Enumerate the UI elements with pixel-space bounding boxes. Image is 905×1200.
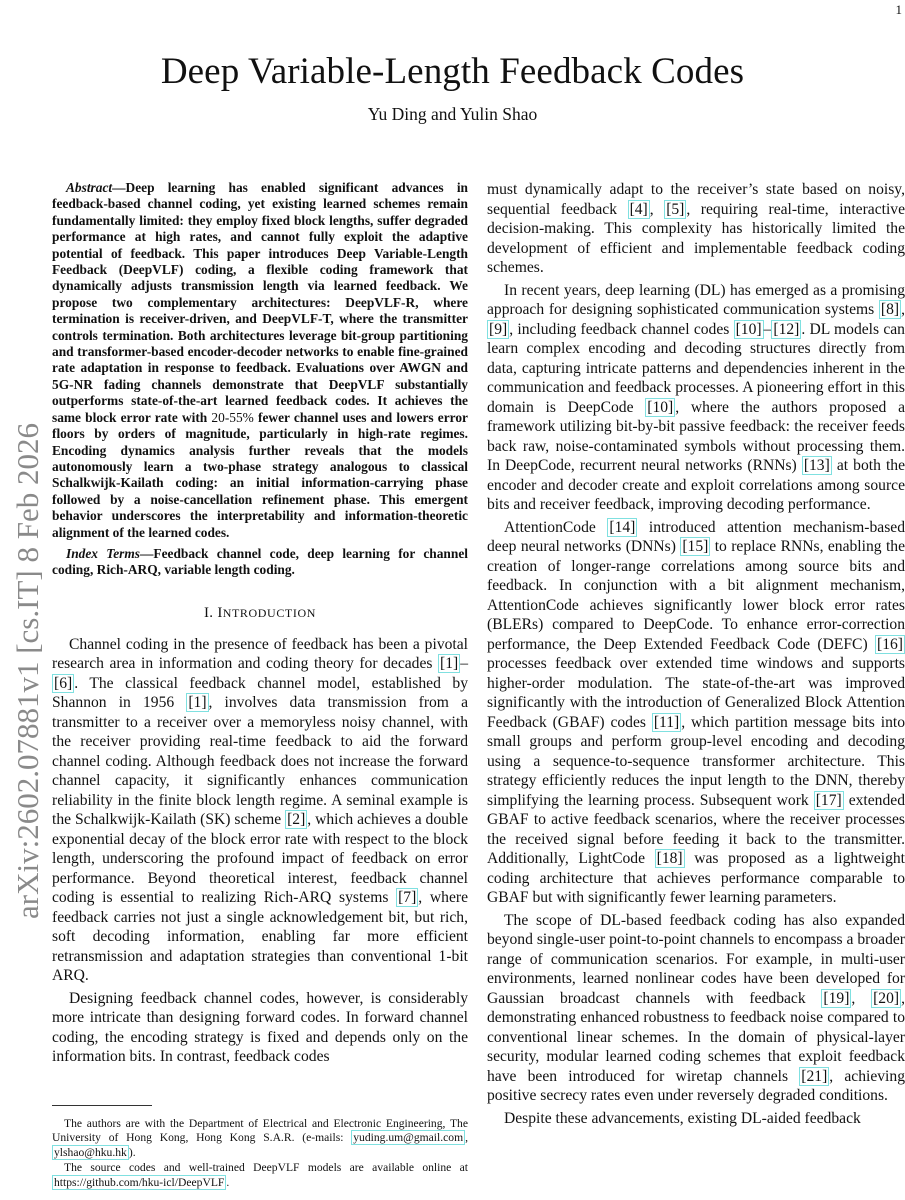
text: , achieving positive secrecy rates even under reversely degraded conditions.: [487, 1067, 905, 1104]
citation-link[interactable]: [15]: [682, 538, 709, 555]
text: , demonstrating enhanced robustness to feedback noise compared to conventional linear schemes. In the domain of physical-layer security, modular learned coding schemes that exploit feedback have been introduced for wiretap channels: [487, 989, 905, 1085]
citation-link[interactable]: [13]: [803, 457, 830, 474]
right-column: [487, 180, 905, 1131]
intro-paragraph-2-continued: [487, 180, 905, 278]
arxiv-stamp: arXiv:2602.07881v1 [cs.IT] 8 Feb 2026: [10, 423, 45, 919]
text: ,: [649, 200, 665, 218]
citation-link[interactable]: [8]: [880, 301, 900, 318]
abstract: [52, 180, 468, 541]
intro-paragraph-3: [487, 281, 905, 515]
citation-link[interactable]: [21]: [801, 1067, 828, 1085]
citation-link[interactable]: [1]: [440, 655, 459, 673]
text: , including feedback channel codes: [509, 320, 734, 338]
text: , involves data transmission from a transmitter to a receiver over a memoryless noisy channel, with the receiver providing real-time feedback to aid the forward channel coding. Although feedback does not increase the forward channel capacity, it significantly enhances communication reliability in the finite block length regime. A seminal example is the Schalkwijk-Kailath (SK) scheme: [52, 694, 469, 829]
citation-link[interactable]: [16]: [877, 635, 903, 653]
citation-link[interactable]: [1]: [188, 694, 207, 712]
page-number: 1: [895, 2, 902, 17]
paper-title: Deep Variable-Length Feedback Codes: [160, 51, 745, 92]
text: ,: [465, 1131, 468, 1145]
text: processes feedback over extended time windows and supports higher-order modulation. The state-of-the-art was improved significantly with the introduction of Generalized Block Attention Feedback (GBAF) codes: [487, 655, 905, 731]
text: , which achieves a double exponential decay of the block error rate with respect to the block length, underscoring the profound impact of feedback on error performance. Beyond theoretical interest, feedback channel coding is essential to realizing Rich-ARQ systems: [52, 811, 468, 907]
citation-link[interactable]: [9]: [489, 320, 508, 338]
abstract-text-1: Deep learning has enabled significant advances in feedback-based channel coding, yet existing learned schemes remain fundamentally limited: they employ fixed block lengths, suffer degraded performance at high rates, and cannot fully exploit the adaptive potential of feedback. This paper introduces Deep Variable-Length Feedback (DeepVLF) coding, a flexible coding framework that dynamically adjusts transmission length via learned feedback. We propose two complementary architectures: DeepVLF-R, where termination is receiver-driven, and DeepVLF-T, where the transmitter controls termination. Both architectures leverage bit-group partitioning and transformer-based encoder-decoder networks to enable fine-grained rate adaptation in response to feedback. Evaluations over AWGN and 5G-NR fading channels demonstrate that DeepVLF substantially outperforms state-of-the-art learned feedback codes. It achieves the same block error rate with: [52, 180, 468, 425]
text: In recent years, deep learning (DL) has emerged as a promising approach for designing sophisticated communication systems: [487, 281, 905, 318]
text: introduced attention mechanism-based deep neural networks (DNNs): [487, 518, 905, 555]
section-heading: [52, 605, 468, 622]
authors: Yu Ding and Yulin Shao: [367, 104, 538, 124]
intro-paragraph-1: [52, 635, 468, 986]
citation-link[interactable]: [4]: [629, 200, 648, 218]
text: at both the encoder and decoder create and exploit correlations among source bits and receiver feedback, improving decoding performance.: [487, 457, 905, 513]
footnote-affiliation: [52, 1117, 468, 1160]
citation-link[interactable]: [7]: [398, 889, 417, 907]
abstract-label: Abstract: [66, 180, 113, 195]
text: , requiring real-time, interactive decision-making. This complexity has historically limited the development of efficient and implementable feedback coding schemes.: [487, 200, 905, 276]
index-terms: [52, 546, 468, 579]
citation-link[interactable]: [10]: [647, 398, 674, 416]
citation-link[interactable]: [14]: [609, 518, 636, 536]
text: The scope of DL-based feedback coding has also expanded beyond single-user point-to-point channels to encompass a broader range of communication scenarios. For example, in multi-user environments, learned nonlinear codes have been developed for Gaussian broadcast channels with feedback: [487, 911, 905, 1007]
citation-link[interactable]: [2]: [287, 811, 306, 829]
text: ,: [901, 301, 905, 318]
text: –: [763, 320, 772, 338]
email-link-2[interactable]: ylshao@hku.hk: [54, 1145, 127, 1159]
citation-link[interactable]: [17]: [815, 791, 842, 809]
footnote-code: [52, 1161, 468, 1190]
text: ).: [128, 1145, 136, 1159]
github-link[interactable]: https://github.com/hku-icl/DeepVLF: [54, 1175, 225, 1189]
section-title-first: I: [217, 604, 223, 621]
text: Channel coding in the presence of feedback has been a pivotal research area in information and coding theory for decades: [52, 635, 468, 673]
index-terms-text: Feedback channel code, deep learning for channel coding, Rich-ARQ, variable length coding.: [52, 545, 468, 578]
intro-paragraph-2: Designing feedback channel codes, however, is considerably more intricate than designing forward codes. In forward channel coding, the encoding strategy is fixed and depends only on the information bits. In contrast, feedback codes: [52, 989, 468, 1066]
text: , where feedback carries not just a single acknowledgement bit, but rich, soft decoding information, enabling far more efficient retransmission and adaptation strategies than conventional 1-bit ARQ.: [52, 889, 468, 985]
abstract-text-2: fewer channel uses and lowers error floors by orders of magnitude, particularly in high-rate regimes. Encoding dynamics analysis further reveals that the models autonomously learn a two-phase strategy analogous to classical Schalkwijk-Kailath coding: an initial information-carrying phase followed by a noise-cancellation refinement phase. This emergent behavior underscores the interpretability and information-theoretic alignment of the learned codes.: [52, 409, 468, 540]
text: –: [460, 655, 468, 673]
intro-paragraph-4: [487, 518, 905, 908]
text: was proposed as a lightweight coding architecture that achieves performance comparable to GBAF but with significantly fewer learning parameters.: [487, 850, 905, 906]
text: to replace RNNs, enabling the creation of longer-range correlations among source bits and feedback. In conjunction with a bit alignment mechanism, AttentionCode achieves significantly lower block error rates (BLERs) compared to DeepCode. To enhance error-correction performance, the Deep Extended Feedback Code (DEFC): [487, 538, 905, 653]
text: . The classical feedback channel model, established by Shannon in 1956: [52, 674, 468, 712]
index-terms-label: Index Terms: [66, 545, 140, 561]
intro-paragraph-6: Despite these advancements, existing DL-aided feedback: [504, 1109, 861, 1127]
citation-link[interactable]: [10]: [735, 320, 762, 338]
index-terms-dash: —: [140, 545, 154, 561]
left-column: [52, 180, 468, 1070]
text: The authors are with the Department of Electrical and Electronic Engineering, The University of Hong Kong, Hong Kong S.A.R. (e-mails:: [52, 1117, 468, 1145]
section-number: I.: [204, 604, 214, 621]
footnote-rule: [52, 1105, 152, 1106]
citation-link[interactable]: [12]: [773, 320, 800, 338]
text: must dynamically adapt to the receiver’s state based on noisy, sequential feedback: [487, 181, 905, 218]
citation-link[interactable]: [19]: [823, 989, 850, 1007]
citation-link[interactable]: [20]: [873, 989, 900, 1007]
abstract-range: 20-55%: [211, 409, 254, 425]
text: ,: [851, 989, 872, 1007]
abstract-dash: —: [112, 180, 126, 195]
citation-link[interactable]: [6]: [54, 674, 73, 692]
footnotes: [52, 1117, 468, 1191]
citation-link[interactable]: [11]: [653, 713, 680, 731]
text: The source codes and well-trained DeepVLF models are available online at: [64, 1161, 468, 1175]
citation-link[interactable]: [5]: [666, 200, 685, 218]
citation-link[interactable]: [18]: [656, 850, 683, 867]
text: , where the authors proposed a framework utilizing bit-by-bit passive feedback: the receiver feeds back raw, noise-contaminated symbols without processing them. In DeepCode, recurrent neural networks (RNNs): [487, 398, 905, 474]
text: , which partition message bits into small groups and perform group-level encoding and decoding using a sequence-to-sequence transformer architecture. This strategy efficiently reduces the input length to the DNN, thereby simplifying the learning process. Subsequent work: [487, 713, 905, 809]
intro-paragraph-5: [487, 911, 905, 1106]
text: extended GBAF to active feedback scenarios, where the receiver processes the received signal before feeding it back to the transmitter. Additionally, LightCode: [487, 791, 905, 867]
text: .: [226, 1175, 230, 1189]
email-link-1[interactable]: yuding.um@gmail.com: [353, 1131, 464, 1145]
section-title-rest: NTRODUCTION: [222, 605, 316, 620]
text: . DL models can learn complex encoding and decoding structures directly from data, capturing intricate patterns and dependencies inherent in the communication and feedback processes. A pioneering effort in this domain is DeepCode: [487, 320, 905, 416]
text: AttentionCode: [504, 518, 608, 536]
